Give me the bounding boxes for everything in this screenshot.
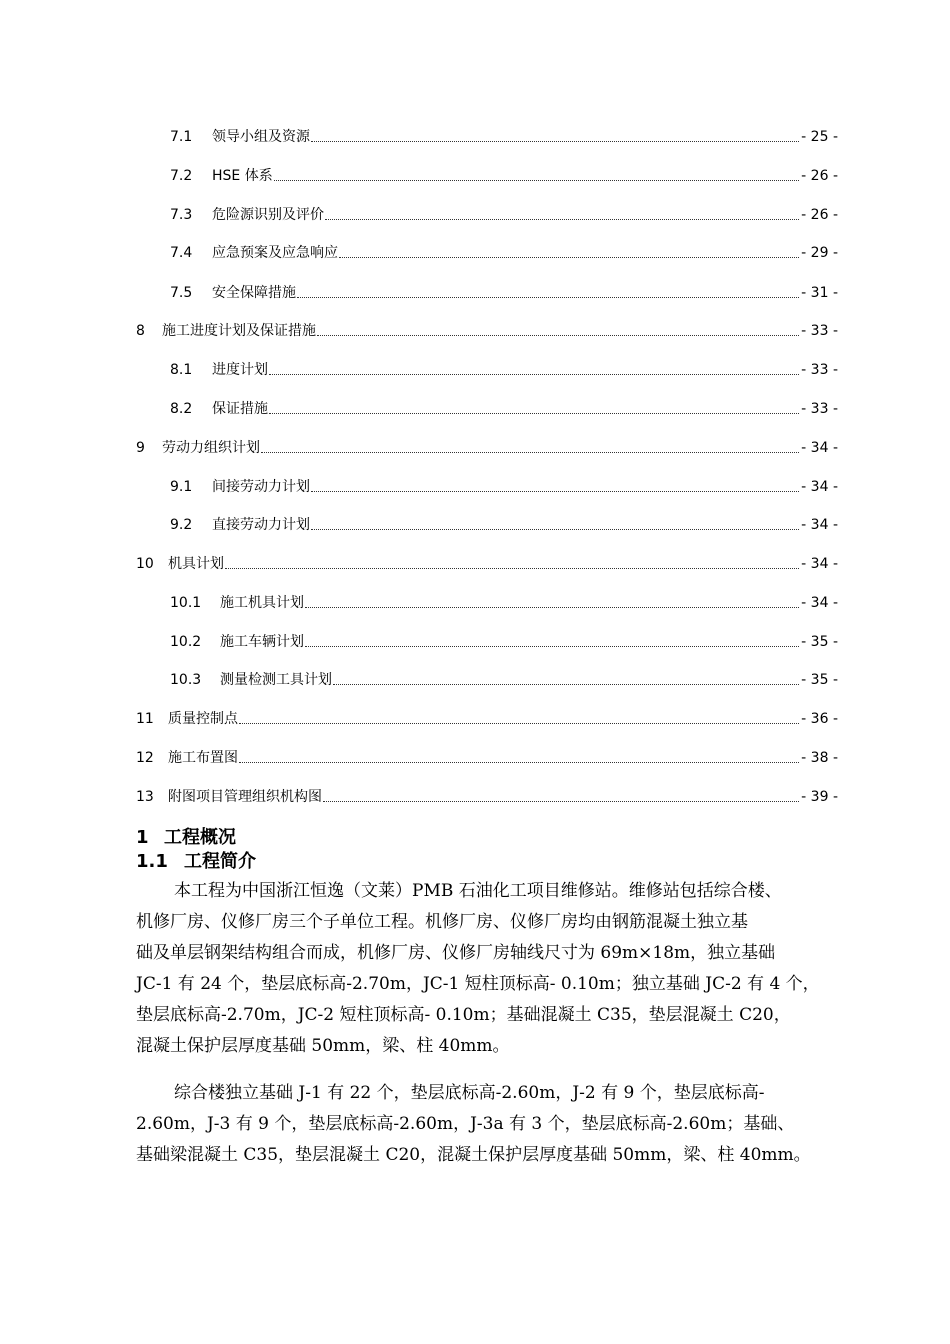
- toc-dot-leader: [274, 180, 799, 181]
- toc-dot-leader: [261, 452, 799, 453]
- toc-dot-leader: [311, 141, 799, 142]
- toc-dot-leader: [269, 413, 799, 414]
- paragraph-line: 混凝土保护层厚度基础 50mm，梁、柱 40mm。: [136, 1036, 510, 1056]
- toc-entry-page: - 26 -: [801, 168, 838, 184]
- toc-entry-page: - 33 -: [801, 323, 838, 339]
- toc-entry-page: - 34 -: [801, 440, 838, 456]
- toc-entry-number: 8.2: [170, 401, 193, 417]
- toc-entry[interactable]: [170, 512, 838, 534]
- toc-entry-title: 间接劳动力计划: [212, 479, 310, 495]
- toc-dot-leader: [323, 801, 799, 802]
- toc-entry-title: 应急预案及应急响应: [212, 245, 338, 261]
- toc-entry-page: - 25 -: [801, 129, 838, 145]
- section-number: 1: [136, 827, 149, 848]
- toc-entry-title: 附图项目管理组织机构图: [168, 789, 322, 805]
- toc-entry[interactable]: [136, 318, 838, 340]
- toc-entry-number: 7.2: [170, 168, 193, 184]
- section-heading-level2: [136, 847, 256, 873]
- toc-entry[interactable]: [170, 280, 838, 302]
- paragraph-line: 垫层底标高-2.70m，JC-2 短柱顶标高- 0.10m；基础混凝土 C35，垫层混凝土 C20，: [136, 1005, 791, 1025]
- body-paragraph: [136, 876, 844, 1062]
- section-number: 1.1: [136, 851, 168, 872]
- toc-entry-title: 领导小组及资源: [212, 129, 310, 145]
- toc-entry[interactable]: [170, 629, 838, 651]
- body-paragraph: [136, 1078, 844, 1171]
- toc-entry-number: 9.1: [170, 479, 193, 495]
- toc-dot-leader: [297, 297, 799, 298]
- toc-entry-page: - 35 -: [801, 672, 838, 688]
- toc-entry-number: 10.2: [170, 634, 202, 650]
- toc-dot-leader: [339, 257, 799, 258]
- toc-entry[interactable]: [170, 590, 838, 612]
- toc-entry[interactable]: [136, 435, 838, 457]
- toc-entry-title: 质量控制点: [168, 711, 238, 727]
- toc-entry[interactable]: [136, 551, 838, 573]
- toc-entry[interactable]: [170, 124, 838, 146]
- paragraph-line: 础及单层钢架结构组合而成，机修厂房、仪修厂房轴线尺寸为 69m×18m，独立基础: [136, 943, 776, 963]
- toc-dot-leader: [305, 607, 799, 608]
- toc-entry-page: - 29 -: [801, 245, 838, 261]
- paragraph-line: 2.60m，J-3 有 9 个，垫层底标高-2.60m，J-3a 有 3 个，垫层底标高-2.60m；基础、: [136, 1114, 795, 1134]
- toc-dot-leader: [317, 335, 799, 336]
- toc-entry-number: 10.1: [170, 595, 202, 611]
- toc-entry-title: 进度计划: [212, 362, 268, 378]
- toc-entry-number: 11: [136, 711, 154, 727]
- paragraph-line: 综合楼独立基础 J-1 有 22 个，垫层底标高-2.60m，J-2 有 9 个，垫层底标高-: [174, 1083, 765, 1103]
- toc-entry-page: - 35 -: [801, 634, 838, 650]
- toc-dot-leader: [333, 684, 799, 685]
- toc-entry-title: 劳动力组织计划: [162, 440, 260, 456]
- toc-entry[interactable]: [170, 357, 838, 379]
- toc-entry-title: 施工机具计划: [220, 595, 304, 611]
- toc-dot-leader: [239, 723, 799, 724]
- toc-entry-number: 9: [136, 440, 145, 456]
- toc-entry[interactable]: [170, 202, 838, 224]
- toc-entry-title: HSE 体系: [212, 168, 273, 184]
- toc-entry-page: - 34 -: [801, 556, 838, 572]
- toc-entry-number: 12: [136, 750, 154, 766]
- toc-dot-leader: [305, 646, 799, 647]
- toc-entry-title: 机具计划: [168, 556, 224, 572]
- toc-entry-page: - 26 -: [801, 207, 838, 223]
- toc-entry-number: 10: [136, 556, 154, 572]
- toc-entry-number: 7.5: [170, 285, 193, 301]
- toc-entry[interactable]: [170, 474, 838, 496]
- toc-entry-page: - 38 -: [801, 750, 838, 766]
- section-title: 工程简介: [184, 851, 256, 872]
- paragraph-line: 机修厂房、仪修厂房三个子单位工程。机修厂房、仪修厂房均由钢筋混凝土独立基: [136, 912, 748, 932]
- toc-dot-leader: [325, 219, 799, 220]
- toc-entry-number: 13: [136, 789, 154, 805]
- toc-entry-page: - 34 -: [801, 479, 838, 495]
- toc-dot-leader: [239, 762, 799, 763]
- toc-entry-page: - 33 -: [801, 362, 838, 378]
- toc-entry-title: 保证措施: [212, 401, 268, 417]
- toc-entry[interactable]: [170, 396, 838, 418]
- toc-entry[interactable]: [170, 163, 838, 185]
- toc-dot-leader: [225, 568, 799, 569]
- toc-entry-number: 7.4: [170, 245, 193, 261]
- toc-entry-page: - 34 -: [801, 517, 838, 533]
- toc-entry-page: - 39 -: [801, 789, 838, 805]
- toc-entry-number: 8.1: [170, 362, 193, 378]
- toc-entry-number: 7.1: [170, 129, 193, 145]
- toc-entry-title: 施工进度计划及保证措施: [162, 323, 316, 339]
- section-title: 工程概况: [164, 827, 236, 848]
- toc-entry-page: - 34 -: [801, 595, 838, 611]
- toc-entry-title: 施工车辆计划: [220, 634, 304, 650]
- toc-dot-leader: [311, 491, 799, 492]
- toc-entry-page: - 31 -: [801, 285, 838, 301]
- section-heading-level1: [136, 823, 236, 849]
- toc-dot-leader: [269, 374, 799, 375]
- toc-entry-number: 9.2: [170, 517, 193, 533]
- toc-entry-number: 10.3: [170, 672, 202, 688]
- paragraph-line: 本工程为中国浙江恒逸（文莱）PMB 石油化工项目维修站。维修站包括综合楼、: [174, 881, 782, 901]
- toc-entry-number: 8: [136, 323, 145, 339]
- toc-entry-title: 安全保障措施: [212, 285, 296, 301]
- toc-entry-title: 施工布置图: [168, 750, 238, 766]
- toc-entry-number: 7.3: [170, 207, 193, 223]
- toc-entry[interactable]: [170, 667, 838, 689]
- toc-dot-leader: [311, 529, 799, 530]
- toc-entry-title: 直接劳动力计划: [212, 517, 310, 533]
- toc-entry[interactable]: [136, 784, 838, 806]
- toc-entry[interactable]: [170, 240, 838, 262]
- toc-entry-title: 测量检测工具计划: [220, 672, 332, 688]
- paragraph-line: 基础梁混凝土 C35，垫层混凝土 C20，混凝土保护层厚度基础 50mm，梁、柱 40mm。: [136, 1145, 811, 1165]
- toc-entry-title: 危险源识别及评价: [212, 207, 324, 223]
- toc-entry-page: - 36 -: [801, 711, 838, 727]
- paragraph-line: JC-1 有 24 个，垫层底标高-2.70m，JC-1 短柱顶标高- 0.10m；独立基础 JC-2 有 4 个，: [136, 974, 820, 994]
- toc-entry[interactable]: [136, 706, 838, 728]
- toc-entry-page: - 33 -: [801, 401, 838, 417]
- toc-entry[interactable]: [136, 745, 838, 767]
